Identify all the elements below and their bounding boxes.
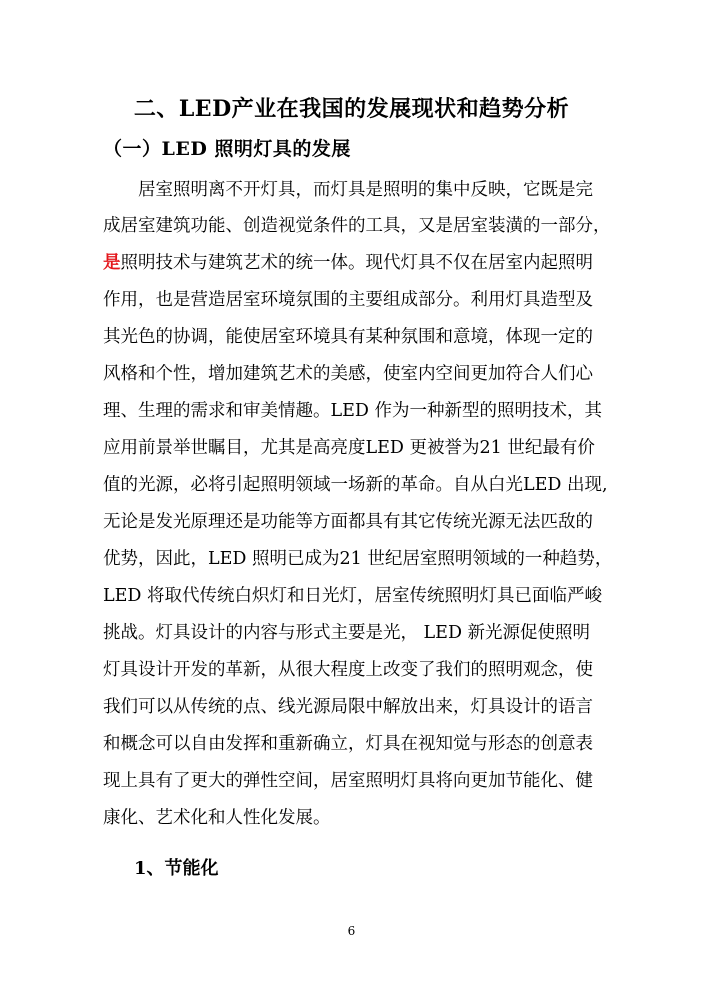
paragraph-line: 康化、艺术化和人性化发展。 (103, 808, 331, 828)
paragraph-line: 其光色的协调，能使居室环境具有某种氛围和意境，体现一定的 (103, 327, 593, 347)
paragraph-line: 挑战。灯具设计的内容与形式主要是光， LED 新光源促使照明 (103, 623, 591, 643)
paragraph-line: 和概念可以自由发挥和重新确立，灯具在视知觉与形态的创意表 (103, 734, 593, 754)
paragraph-line: 理、生理的需求和审美情趣。LED 作为一种新型的照明技术，其 (103, 401, 602, 421)
paragraph-line (103, 249, 593, 274)
paragraph-line: LED 将取代传统白炽灯和日光灯，居室传统照明灯具已面临严峻 (103, 586, 602, 606)
paragraph-line: 我们可以从传统的点、线光源局限中解放出来，灯具设计的语言 (103, 697, 593, 717)
paragraph-line-text: 照明技术与建筑艺术的统一体。现代灯具不仅在居室内起照明 (120, 253, 593, 273)
page-title: 二、LED产业在我国的发展现状和趋势分析 (133, 96, 570, 122)
paragraph-line: 应用前景举世瞩目，尤其是高亮度LED 更被誉为21 世纪最有价 (103, 438, 595, 458)
highlighted-character: 是 (103, 253, 121, 273)
paragraph-line: 值的光源，必将引起照明领域一场新的革命。自从白光LED 出现, (103, 475, 608, 495)
paragraph-line: 灯具设计开发的革新，从很大程度上改变了我们的照明观念，使 (103, 660, 593, 680)
paragraph-line: 作用，也是营造居室环境氛围的主要组成部分。利用灯具造型及 (103, 290, 593, 310)
paragraph-line: 无论是发光原理还是功能等方面都具有其它传统光源无法匹敌的 (103, 512, 593, 532)
section-heading: 1、节能化 (134, 858, 219, 879)
paragraph-line: 成居室建筑功能、创造视觉条件的工具，又是居室装潢的一部分， (103, 216, 611, 236)
paragraph-line: 风格和个性，增加建筑艺术的美感，使室内空间更加符合人们心 (103, 364, 593, 384)
paragraph-line: 优势，因此，LED 照明已成为21 世纪居室照明领域的一种趋势， (103, 549, 613, 569)
subheading: （一）LED 照明灯具的发展 (103, 138, 351, 160)
paragraph-line: 居室照明离不开灯具，而灯具是照明的集中反映，它既是完 (138, 180, 593, 200)
page-number: 6 (347, 924, 356, 938)
paragraph-line: 现上具有了更大的弹性空间，居室照明灯具将向更加节能化、健 (103, 771, 593, 791)
